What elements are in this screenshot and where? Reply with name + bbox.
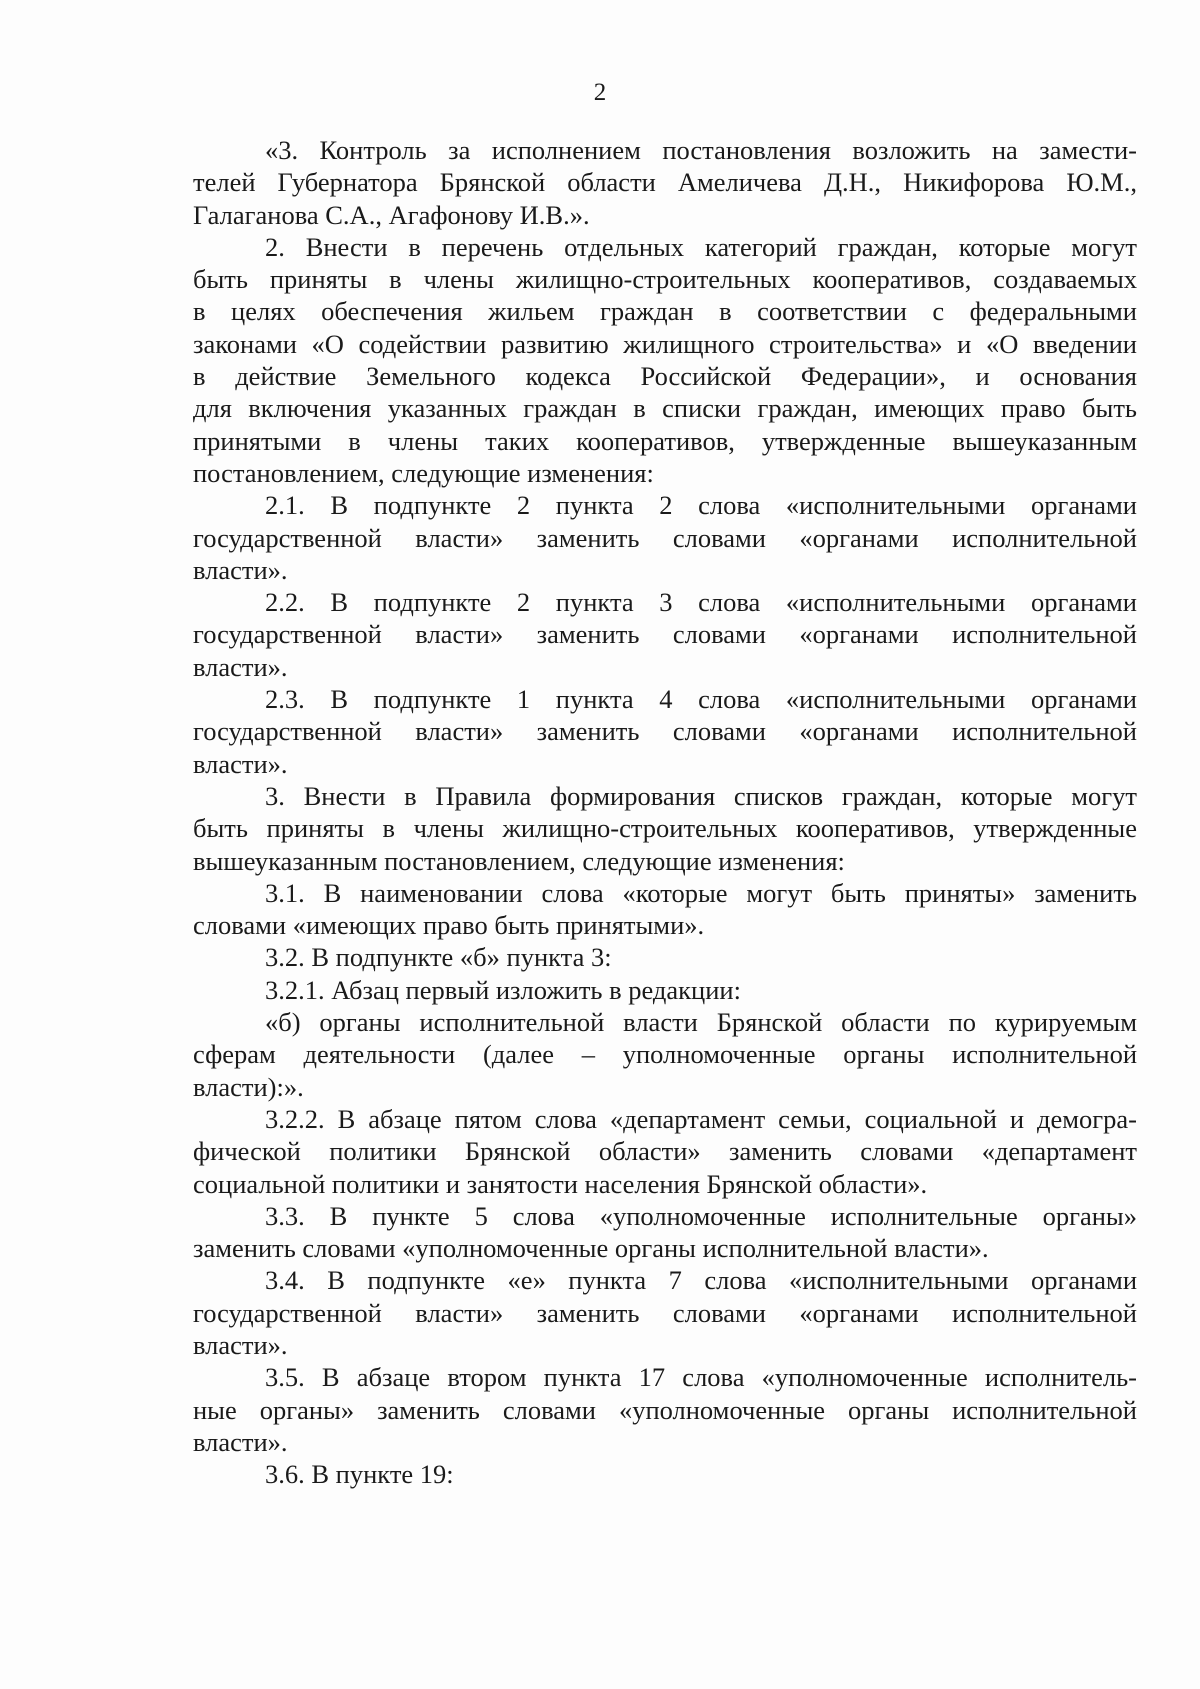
paragraph [193,231,1137,489]
text-line: 2.2. В подпункте 2 пункта 3 слова «исполнительными органами [265,587,1137,618]
paragraph [193,683,1137,780]
page-number: 2 [593,79,607,106]
text-line: «3. Контроль за исполнением постановления возложить на замести- [265,135,1137,165]
text-line: Галаганова С.А., Агафонову И.В.». [193,199,590,230]
text-line: заменить словами «уполномоченные органы исполнительной власти». [193,1233,989,1264]
text-line: сферам деятельности (далее – уполномоченные органы исполнительной [193,1039,1137,1070]
paragraph [193,489,1137,586]
text-line: государственной власти» заменить словами «органами исполнительной [193,716,1137,747]
text-line: фической политики Брянской области» заменить словами «департамент [193,1136,1137,1167]
text-line: власти». [193,748,288,779]
text-line: вышеуказанным постановлением, следующие изменения: [193,845,845,876]
text-line: телей Губернатора Брянской области Амеличева Д.Н., Никифорова Ю.М., [193,167,1137,198]
document-body [193,134,1137,1490]
paragraph [193,877,1137,942]
text-line: 3.2.1. Абзац первый изложить в редакции: [265,974,741,1005]
paragraph [193,941,1137,973]
text-line: быть приняты в члены жилищно-строительных кооперативов, создаваемых [193,264,1137,295]
text-line: 3. Внести в Правила формирования списков граждан, которые могут [265,780,1137,811]
text-line: власти):». [193,1071,304,1102]
text-line: 3.5. В абзаце втором пункта 17 слова «уполномоченные исполнитель- [265,1362,1137,1393]
text-line: 3.4. В подпункте «е» пункта 7 слова «исполнительными органами [265,1265,1137,1296]
text-line: власти». [193,1329,288,1360]
paragraph [193,134,1137,231]
paragraph [193,1361,1137,1458]
text-line: 2. Внести в перечень отдельных категорий граждан, которые могут [265,231,1137,262]
text-line: государственной власти» заменить словами «органами исполнительной [193,1297,1137,1328]
paragraph [193,1006,1137,1103]
text-line: 3.2.2. В абзаце пятом слова «департамент семьи, социальной и демогра- [265,1103,1137,1134]
text-line: постановлением, следующие изменения: [193,457,654,488]
text-line: социальной политики и занятости населения Брянской области». [193,1168,928,1199]
text-line: власти». [193,1426,288,1457]
text-line: словами «имеющих право быть принятыми». [193,910,705,941]
paragraph [193,974,1137,1006]
text-line: ные органы» заменить словами «уполномоченные органы исполнительной [193,1394,1137,1425]
text-line: 2.1. В подпункте 2 пункта 2 слова «исполнительными органами [265,490,1137,521]
text-line: власти». [193,554,288,585]
paragraph [193,1264,1137,1361]
text-line: государственной власти» заменить словами «органами исполнительной [193,522,1137,553]
paragraph [193,780,1137,877]
text-line: быть приняты в члены жилищно-строительных кооперативов, утвержденные [193,813,1137,844]
text-line: государственной власти» заменить словами «органами исполнительной [193,619,1137,650]
text-line: «б) органы исполнительной власти Брянской области по курируемым [265,1007,1137,1038]
text-line: 3.3. В пункте 5 слова «уполномоченные исполнительные органы» [265,1200,1137,1231]
paragraph [193,1458,1137,1490]
text-line: в целях обеспечения жильем граждан в соответствии с федеральными [193,296,1137,327]
text-line: 3.6. В пункте 19: [265,1459,454,1490]
text-line: принятыми в члены таких кооперативов, утвержденные вышеуказанным [193,425,1137,456]
text-line: власти». [193,651,288,682]
text-line: в действие Земельного кодекса Российской Федерации», и основания [193,361,1137,392]
paragraph [193,586,1137,683]
text-line: законами «О содействии развитию жилищного строительства» и «О введении [193,328,1137,359]
text-line: 3.2. В подпункте «б» пункта 3: [265,942,612,973]
paragraph [193,1200,1137,1265]
paragraph [193,1103,1137,1200]
text-line: для включения указанных граждан в списки граждан, имеющих право быть [193,393,1137,424]
text-line: 2.3. В подпункте 1 пункта 4 слова «исполнительными органами [265,684,1137,715]
text-line: 3.1. В наименовании слова «которые могут быть приняты» заменить [265,877,1137,908]
